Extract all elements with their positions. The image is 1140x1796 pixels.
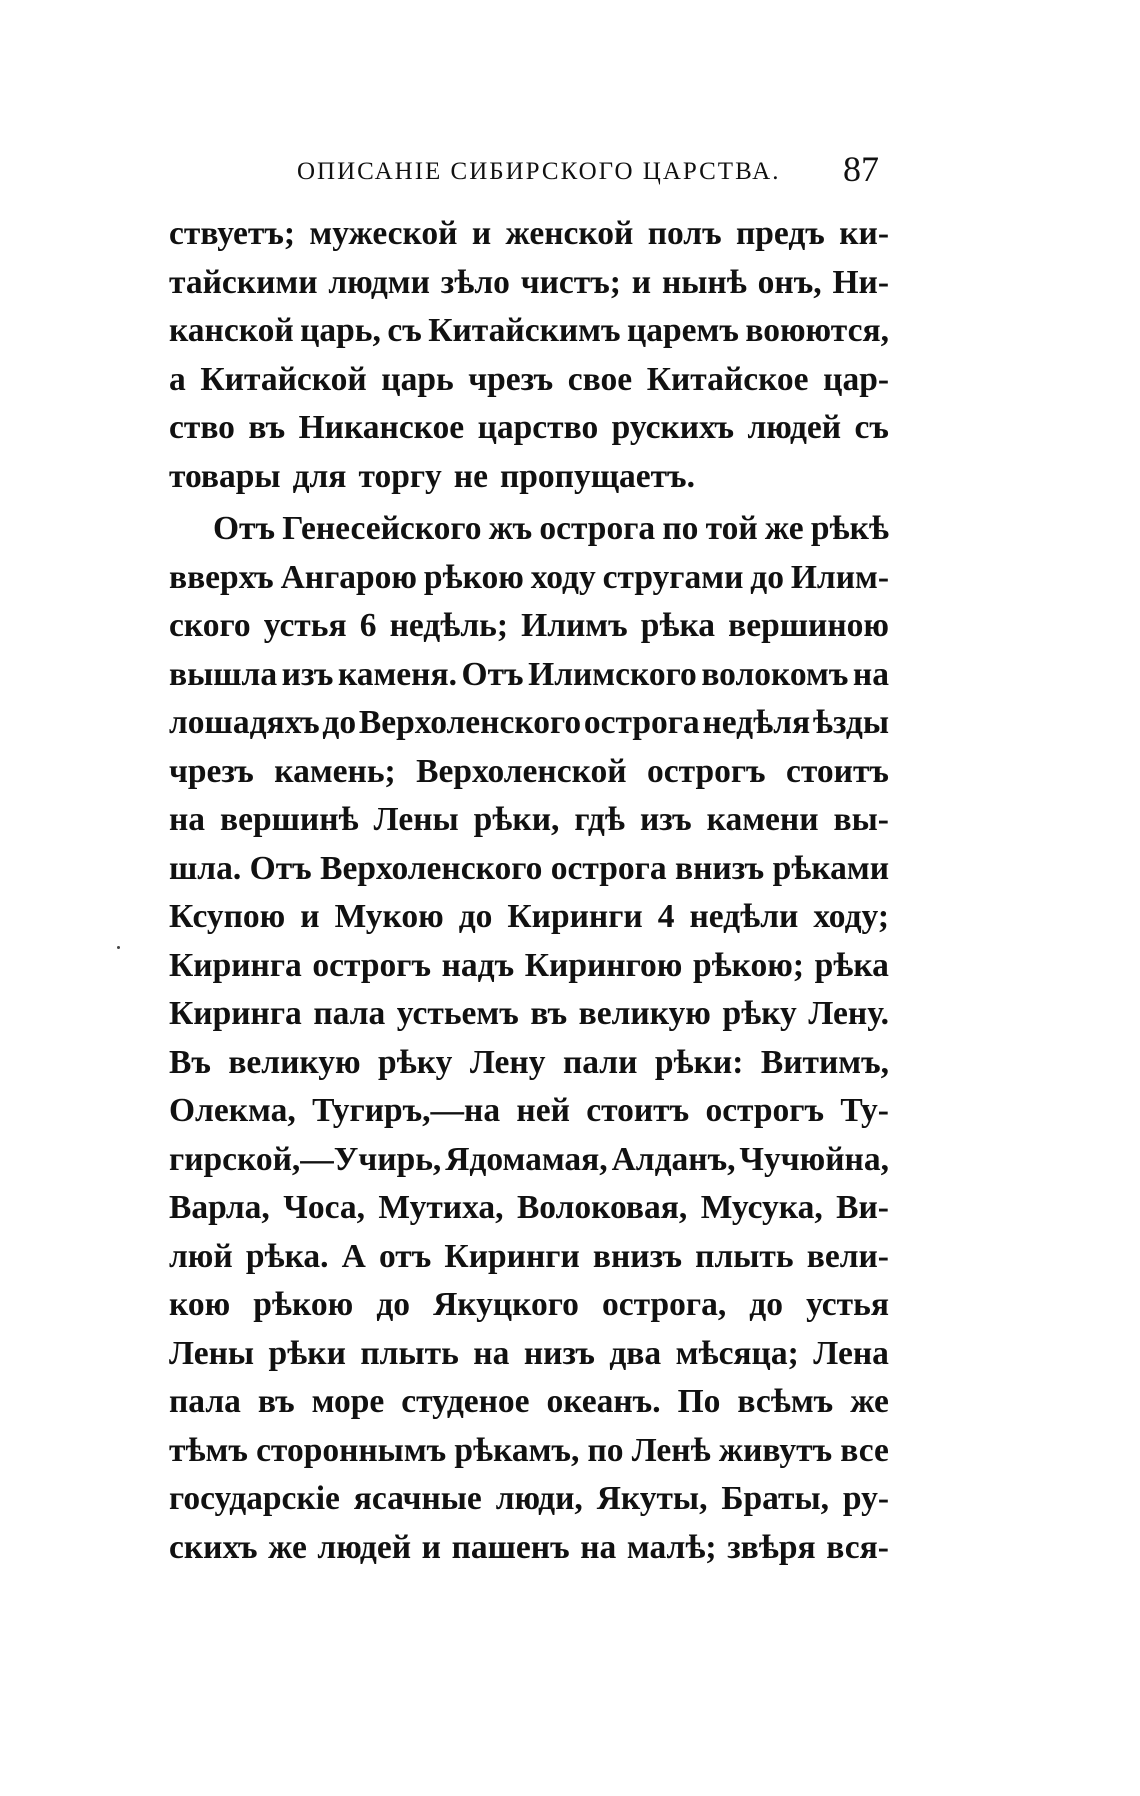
word: Волоковая, — [516, 1189, 688, 1227]
word: низъ — [523, 1334, 595, 1372]
word: до — [750, 558, 784, 596]
text-line — [169, 1233, 889, 1282]
text-line — [169, 748, 889, 797]
word: кою — [169, 1286, 231, 1324]
text-line — [169, 210, 889, 259]
word: чистъ; — [520, 263, 621, 301]
word: гдѣ — [574, 801, 625, 839]
word: вершинѣ — [220, 801, 359, 839]
word: рѣка. — [245, 1237, 329, 1275]
word: людей — [317, 1528, 412, 1566]
text-line — [169, 554, 889, 603]
word: ство — [169, 409, 235, 447]
word: пропущаетъ. — [499, 457, 695, 495]
text-line — [169, 845, 889, 894]
text-line — [169, 942, 889, 991]
word: же — [268, 1528, 307, 1566]
word: рѣками — [772, 849, 889, 887]
word: великую — [228, 1043, 361, 1081]
word: вершиною — [728, 607, 889, 645]
word: людей — [747, 409, 842, 447]
running-head — [297, 148, 879, 192]
word: торгу — [358, 457, 442, 495]
word: по — [662, 510, 699, 548]
word: рѣкою — [423, 558, 524, 596]
word: рѣка — [814, 946, 889, 984]
word: изъ — [281, 655, 334, 693]
word: мужеской — [309, 215, 458, 253]
word: Лены — [373, 801, 459, 839]
word: рѣки: — [654, 1043, 744, 1081]
text-line — [169, 893, 889, 942]
text-line — [169, 356, 889, 405]
word: Варла, — [169, 1189, 270, 1227]
word: 6 — [359, 607, 377, 645]
word: стоитъ — [586, 1092, 690, 1130]
word: въ — [530, 995, 568, 1033]
word: той — [705, 510, 758, 548]
word: Илимъ — [521, 607, 628, 645]
word: Илим- — [790, 558, 889, 596]
word: Мукою — [334, 898, 444, 936]
word: два — [609, 1334, 662, 1372]
text-line — [169, 1378, 889, 1427]
word: океанъ. — [546, 1383, 661, 1421]
word: Тугиръ,—на — [312, 1092, 501, 1130]
word: Витимъ, — [760, 1043, 889, 1081]
word: Мусука, — [700, 1189, 823, 1227]
word: устья — [806, 1286, 889, 1324]
word: ходу — [530, 558, 596, 596]
word: скихъ — [169, 1528, 258, 1566]
text-line — [169, 307, 889, 356]
word: Олекма, — [169, 1092, 296, 1130]
word: рѣки, — [473, 801, 560, 839]
word: недѣль; — [389, 607, 509, 645]
word: государскіе — [169, 1480, 340, 1518]
word: до — [458, 898, 493, 936]
word: стороннымъ — [256, 1431, 447, 1469]
word: же — [764, 510, 804, 548]
word: царство — [477, 409, 599, 447]
word: на — [473, 1334, 510, 1372]
text-line — [169, 651, 889, 700]
word: ѣзды — [812, 704, 889, 742]
word: же — [850, 1383, 889, 1421]
text-line — [169, 505, 889, 554]
word: рѣкамъ, — [454, 1431, 580, 1469]
word: женской — [505, 215, 634, 253]
word: рѣку — [722, 995, 797, 1033]
word: плыть — [695, 1237, 794, 1275]
text-line — [169, 796, 889, 845]
word: вверхъ — [169, 558, 274, 596]
word: рускихъ — [611, 409, 735, 447]
word: Верхоленского — [358, 704, 582, 742]
word: острогъ — [646, 752, 766, 790]
text-line — [169, 602, 889, 651]
word: Киринга — [169, 946, 302, 984]
word: ского — [169, 607, 251, 645]
word: Ту- — [840, 1092, 889, 1130]
word: Илимского — [528, 655, 697, 693]
word: Мутиха, — [378, 1189, 504, 1227]
word: устья — [263, 607, 347, 645]
word: волокомъ — [701, 655, 849, 693]
word: плыть — [360, 1334, 459, 1372]
word: чрезъ — [169, 752, 254, 790]
word: Генесейского — [282, 510, 482, 548]
text-line — [169, 699, 889, 748]
word: рѣкою; — [692, 946, 805, 984]
word: вышла — [169, 655, 278, 693]
word: Киринги — [507, 898, 643, 936]
word: ходу; — [813, 898, 889, 936]
word: недѣли — [689, 898, 799, 936]
body-text — [169, 210, 889, 1572]
word: по — [587, 1431, 624, 1469]
word: люй — [169, 1237, 233, 1275]
word: острогъ — [312, 946, 432, 984]
word: и — [300, 898, 320, 936]
text-line — [169, 1427, 889, 1476]
word: пали — [562, 1043, 638, 1081]
text-line — [169, 453, 889, 502]
word: царь — [381, 360, 454, 398]
word: пашенъ — [451, 1528, 570, 1566]
word: острога — [539, 510, 656, 548]
word: на — [580, 1528, 617, 1566]
word: острогъ — [705, 1092, 825, 1130]
word: рѣкою — [253, 1286, 354, 1324]
word: Ленѣ — [631, 1431, 711, 1469]
word: канской — [169, 312, 294, 350]
word: не — [453, 457, 488, 495]
word: Никанское — [298, 409, 465, 447]
word: устьемъ — [396, 995, 519, 1033]
word: тайскими — [169, 263, 318, 301]
word: 4 — [657, 898, 675, 936]
word: Китайскимъ — [428, 312, 621, 350]
word: на — [169, 801, 206, 839]
word: товары — [169, 457, 281, 495]
word: Ви- — [836, 1189, 889, 1227]
word: рѣкѣ — [810, 510, 889, 548]
word: Алданъ, — [611, 1140, 736, 1178]
word: а — [169, 360, 186, 398]
word: пала — [169, 1383, 241, 1421]
word: Лены — [169, 1334, 255, 1372]
word: Отъ — [461, 655, 524, 693]
word: зѣло — [440, 263, 510, 301]
word: камень; — [274, 752, 396, 790]
word: острога — [550, 849, 667, 887]
word: рѣки — [268, 1334, 346, 1372]
word: жъ — [488, 510, 533, 548]
word: вся- — [826, 1528, 889, 1566]
word: отъ — [378, 1237, 432, 1275]
word: стоитъ — [786, 752, 889, 790]
word: онъ, — [757, 263, 822, 301]
word: Ни- — [832, 263, 889, 301]
word: Верхоленской — [416, 752, 627, 790]
word: надъ — [441, 946, 515, 984]
word: на — [852, 655, 889, 693]
word: море — [311, 1383, 385, 1421]
word: Въ — [169, 1043, 211, 1081]
word: Чучюйна, — [739, 1140, 889, 1178]
word: воюются, — [745, 312, 889, 350]
word: и — [631, 263, 652, 301]
word: всѣмъ — [737, 1383, 834, 1421]
word: все — [840, 1431, 889, 1469]
word: и — [421, 1528, 441, 1566]
word: до — [322, 704, 357, 742]
word: каменя. — [337, 655, 457, 693]
word: чрезъ — [468, 360, 554, 398]
word: тѣмъ — [169, 1431, 248, 1469]
word: шла. — [169, 849, 242, 887]
text-line — [169, 1136, 889, 1185]
text-line — [169, 990, 889, 1039]
word: Ангарою — [280, 558, 418, 596]
word: пала — [313, 995, 386, 1033]
word: Кирингою — [524, 946, 683, 984]
word: полъ — [647, 215, 722, 253]
word: Ядомамая, — [445, 1140, 608, 1178]
word: Киринга — [169, 995, 302, 1033]
word: нынѣ — [661, 263, 747, 301]
text-line — [169, 1087, 889, 1136]
word: въ — [257, 1383, 295, 1421]
word: вели- — [806, 1237, 889, 1275]
word: студеное — [401, 1383, 530, 1421]
word: Якуты, — [596, 1480, 708, 1518]
word: гирской,—Учирь, — [169, 1140, 442, 1178]
word: люди, — [495, 1480, 583, 1518]
word: съ — [854, 409, 889, 447]
word: Ксупою — [169, 898, 286, 936]
word: внизъ — [675, 849, 765, 887]
word: Лену. — [808, 995, 889, 1033]
word: ствуетъ; — [169, 215, 296, 253]
word: мѣсяца; — [675, 1334, 799, 1372]
page-number: 87 — [843, 149, 879, 189]
text-line — [169, 1184, 889, 1233]
word: камени — [706, 801, 819, 839]
word: внизъ — [592, 1237, 683, 1275]
word: Китайское — [646, 360, 809, 398]
word: Верхоленского — [320, 849, 543, 887]
word: Чоса, — [283, 1189, 365, 1227]
word: цар- — [823, 360, 889, 398]
word: свое — [567, 360, 633, 398]
word: Отъ — [249, 849, 312, 887]
word: недѣля — [702, 704, 811, 742]
word: ней — [516, 1092, 570, 1130]
word: А — [341, 1237, 366, 1275]
margin-speck — [117, 946, 120, 949]
text-line — [169, 1330, 889, 1379]
word: вы- — [833, 801, 889, 839]
word: рѣку — [378, 1043, 453, 1081]
word: лошадяхъ — [169, 704, 320, 742]
word: Лена — [813, 1334, 889, 1372]
text-line — [169, 1475, 889, 1524]
word: ясачные — [353, 1480, 482, 1518]
word: изъ — [639, 801, 692, 839]
word: ру- — [842, 1480, 889, 1518]
word: царь, — [300, 312, 381, 350]
word: великую — [578, 995, 711, 1033]
word: и — [471, 215, 492, 253]
word: ки- — [839, 215, 889, 253]
word: Киринги — [444, 1237, 580, 1275]
word: живутъ — [718, 1431, 833, 1469]
word: малѣ; — [626, 1528, 717, 1566]
text-line — [169, 259, 889, 308]
word: Китайской — [200, 360, 367, 398]
word: Лену — [469, 1043, 546, 1081]
word: до — [749, 1286, 783, 1324]
word: Отъ — [213, 510, 276, 548]
word: рѣка — [640, 607, 716, 645]
word: звѣря — [727, 1528, 816, 1566]
word: Якуцкого — [433, 1286, 579, 1324]
word: до — [376, 1286, 411, 1324]
text-line — [169, 1524, 889, 1573]
word: По — [677, 1383, 721, 1421]
text-line — [169, 1281, 889, 1330]
word: острога — [583, 704, 700, 742]
text-line — [169, 404, 889, 453]
word: царемъ — [626, 312, 739, 350]
text-line — [169, 1039, 889, 1088]
word: для — [292, 457, 347, 495]
word: Браты, — [721, 1480, 829, 1518]
word: острога, — [602, 1286, 727, 1324]
word: въ — [248, 409, 286, 447]
word: стругами — [602, 558, 744, 596]
running-title: ОПИСАНІЕ СИБИРСКОГО ЦАРСТВА. — [297, 158, 781, 185]
word: предъ — [736, 215, 825, 253]
word: съ — [387, 312, 422, 350]
word: людми — [328, 263, 430, 301]
